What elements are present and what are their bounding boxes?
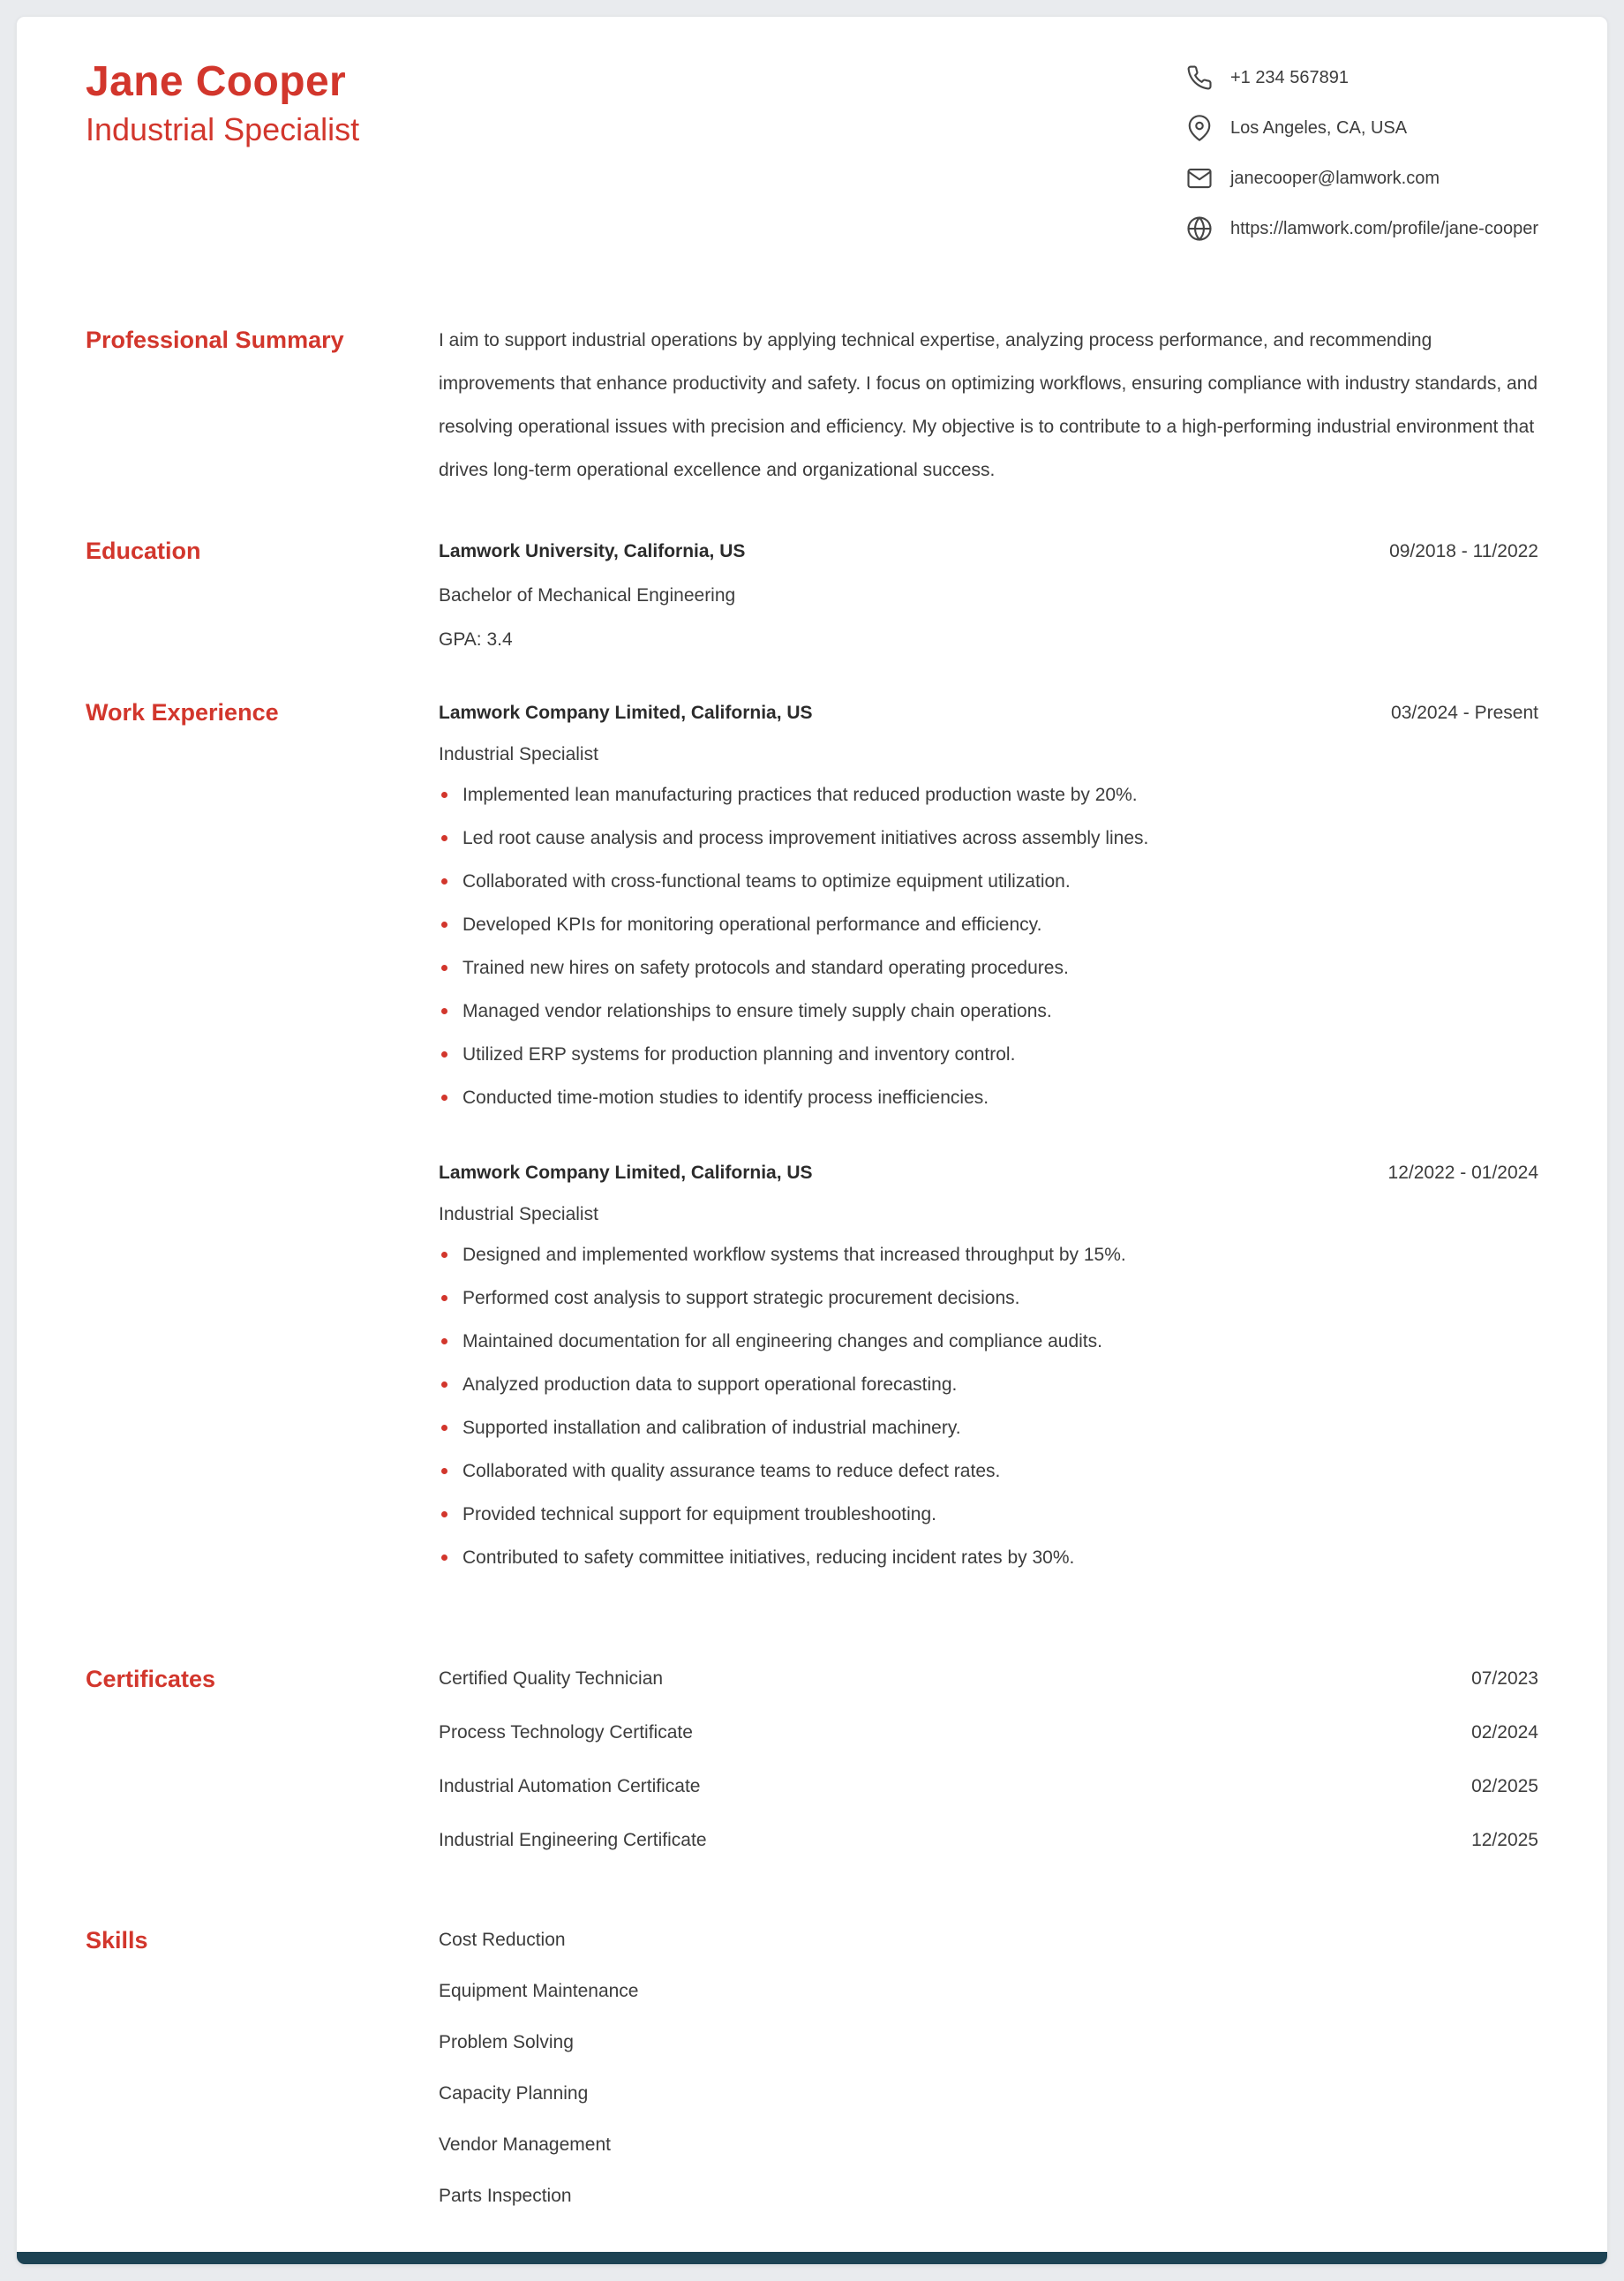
section-education bbox=[86, 538, 1538, 653]
skill-item: Vendor Management bbox=[439, 2134, 611, 2155]
bullet-item: Managed vendor relationships to ensure timely supply chain operations. bbox=[439, 998, 1538, 1025]
bullet-item: Supported installation and calibration of industrial machinery. bbox=[439, 1415, 1538, 1442]
contact-website-text: https://lamwork.com/profile/jane-cooper bbox=[1229, 218, 1538, 238]
experience-heading-col bbox=[86, 699, 439, 1588]
experience-dates: 12/2022 - 01/2024 bbox=[1387, 1163, 1538, 1183]
contact-list bbox=[1186, 59, 1538, 242]
experience-bullet-list bbox=[439, 782, 1538, 1111]
footer-accent-bar bbox=[17, 2252, 1607, 2264]
contact-location bbox=[1186, 115, 1538, 141]
summary-content-col bbox=[439, 327, 1538, 492]
skill-item: Problem Solving bbox=[439, 2032, 574, 2052]
certificate-date: 02/2024 bbox=[1471, 1722, 1538, 1743]
summary-heading-col bbox=[86, 327, 439, 492]
education-content-col bbox=[439, 538, 1538, 653]
bullet-item: Implemented lean manufacturing practices that reduced production waste by 20%. bbox=[439, 782, 1538, 809]
education-gpa: GPA: 3.4 bbox=[439, 629, 513, 650]
experience-content-col bbox=[439, 699, 1538, 1588]
summary-heading: Professional Summary bbox=[86, 327, 344, 353]
experience-role: Industrial Specialist bbox=[439, 1204, 598, 1224]
education-entry bbox=[439, 538, 1538, 653]
bullet-item: Collaborated with quality assurance teams to reduce defect rates. bbox=[439, 1458, 1538, 1485]
experience-company: Lamwork Company Limited, California, US bbox=[439, 1163, 813, 1183]
contact-phone bbox=[1186, 64, 1538, 91]
summary-text: I aim to support industrial operations by applying technical expertise, analyzing process performance, and recommending improvements that enhance productivity and safety. I focus on optimizing workflows, ensuring compliance with industry standards, and resolving operational issues with precision and efficiency. My objective is to contribute to a high-performing industrial environment that drives long-term operational excellence and organizational success. bbox=[439, 330, 1538, 480]
section-certificates bbox=[86, 1666, 1538, 1881]
experience-dates: 03/2024 - Present bbox=[1391, 703, 1538, 723]
certificates-content-col bbox=[439, 1666, 1538, 1881]
certificate-row bbox=[439, 1720, 1538, 1746]
resume-card bbox=[16, 16, 1608, 2265]
bullet-item: Utilized ERP systems for production planning and inventory control. bbox=[439, 1042, 1538, 1068]
certificate-date: 02/2025 bbox=[1471, 1776, 1538, 1796]
bullet-item: Provided technical support for equipment troubleshooting. bbox=[439, 1502, 1538, 1528]
skill-item: Capacity Planning bbox=[439, 2083, 589, 2104]
contact-location-text: Los Angeles, CA, USA bbox=[1229, 117, 1408, 138]
skill-item: Cost Reduction bbox=[439, 1930, 566, 1950]
bullet-item: Led root cause analysis and process improvement initiatives across assembly lines. bbox=[439, 825, 1538, 852]
location-icon bbox=[1186, 115, 1213, 141]
experience-role: Industrial Specialist bbox=[439, 744, 598, 764]
section-skills bbox=[86, 1927, 1538, 2234]
skill-item: Parts Inspection bbox=[439, 2186, 572, 2206]
bullet-item: Trained new hires on safety protocols and standard operating procedures. bbox=[439, 955, 1538, 982]
contact-website bbox=[1186, 215, 1538, 242]
certificate-date: 12/2025 bbox=[1471, 1830, 1538, 1850]
certificate-row bbox=[439, 1773, 1538, 1800]
bullet-item: Collaborated with cross-functional teams to optimize equipment utilization. bbox=[439, 869, 1538, 895]
experience-company: Lamwork Company Limited, California, US bbox=[439, 703, 813, 723]
education-institution: Lamwork University, California, US bbox=[439, 541, 746, 561]
experience-bullet-list bbox=[439, 1242, 1538, 1571]
bullet-item: Developed KPIs for monitoring operational performance and efficiency. bbox=[439, 912, 1538, 938]
education-heading: Education bbox=[86, 538, 201, 564]
identity-block bbox=[86, 59, 359, 148]
certificate-row bbox=[439, 1666, 1538, 1692]
education-entry-head bbox=[439, 538, 1538, 565]
certificate-name: Process Technology Certificate bbox=[439, 1722, 693, 1743]
globe-icon bbox=[1186, 215, 1213, 242]
bullet-item: Analyzed production data to support operational forecasting. bbox=[439, 1372, 1538, 1398]
bullet-item: Performed cost analysis to support strategic procurement decisions. bbox=[439, 1285, 1538, 1312]
contact-email bbox=[1186, 165, 1538, 192]
certificate-name: Industrial Automation Certificate bbox=[439, 1776, 701, 1796]
contact-email-text: janecooper@lamwork.com bbox=[1229, 168, 1440, 188]
experience-entry-head bbox=[439, 699, 1538, 726]
skills-heading-col bbox=[86, 1927, 439, 2234]
section-summary bbox=[86, 327, 1538, 492]
certificate-name: Industrial Engineering Certificate bbox=[439, 1830, 707, 1850]
section-experience bbox=[86, 699, 1538, 1588]
phone-icon bbox=[1186, 64, 1213, 91]
experience-entry bbox=[439, 1159, 1538, 1571]
certificates-heading: Certificates bbox=[86, 1666, 216, 1692]
certificate-date: 07/2023 bbox=[1471, 1668, 1538, 1689]
person-name: Jane Cooper bbox=[86, 58, 347, 105]
contact-phone-text: +1 234 567891 bbox=[1229, 67, 1349, 87]
bullet-item: Designed and implemented workflow systems that increased throughput by 15%. bbox=[439, 1242, 1538, 1268]
education-degree: Bachelor of Mechanical Engineering bbox=[439, 585, 736, 606]
bullet-item: Maintained documentation for all engineering changes and compliance audits. bbox=[439, 1329, 1538, 1355]
email-icon bbox=[1186, 165, 1213, 192]
experience-entry-head bbox=[439, 1159, 1538, 1186]
experience-entry bbox=[439, 699, 1538, 1111]
skills-heading: Skills bbox=[86, 1927, 148, 1954]
experience-heading: Work Experience bbox=[86, 699, 279, 726]
bullet-item: Conducted time-motion studies to identify process inefficiencies. bbox=[439, 1085, 1538, 1111]
header bbox=[86, 59, 1538, 242]
bullet-item: Contributed to safety committee initiatives, reducing incident rates by 30%. bbox=[439, 1545, 1538, 1571]
certificate-row bbox=[439, 1827, 1538, 1854]
education-dates: 09/2018 - 11/2022 bbox=[1389, 541, 1538, 561]
skill-item: Equipment Maintenance bbox=[439, 1981, 639, 2001]
education-heading-col bbox=[86, 538, 439, 653]
skills-content-col bbox=[439, 1927, 1538, 2234]
certificate-name: Certified Quality Technician bbox=[439, 1668, 664, 1689]
certificates-heading-col bbox=[86, 1666, 439, 1881]
person-title: Industrial Specialist bbox=[86, 110, 360, 147]
